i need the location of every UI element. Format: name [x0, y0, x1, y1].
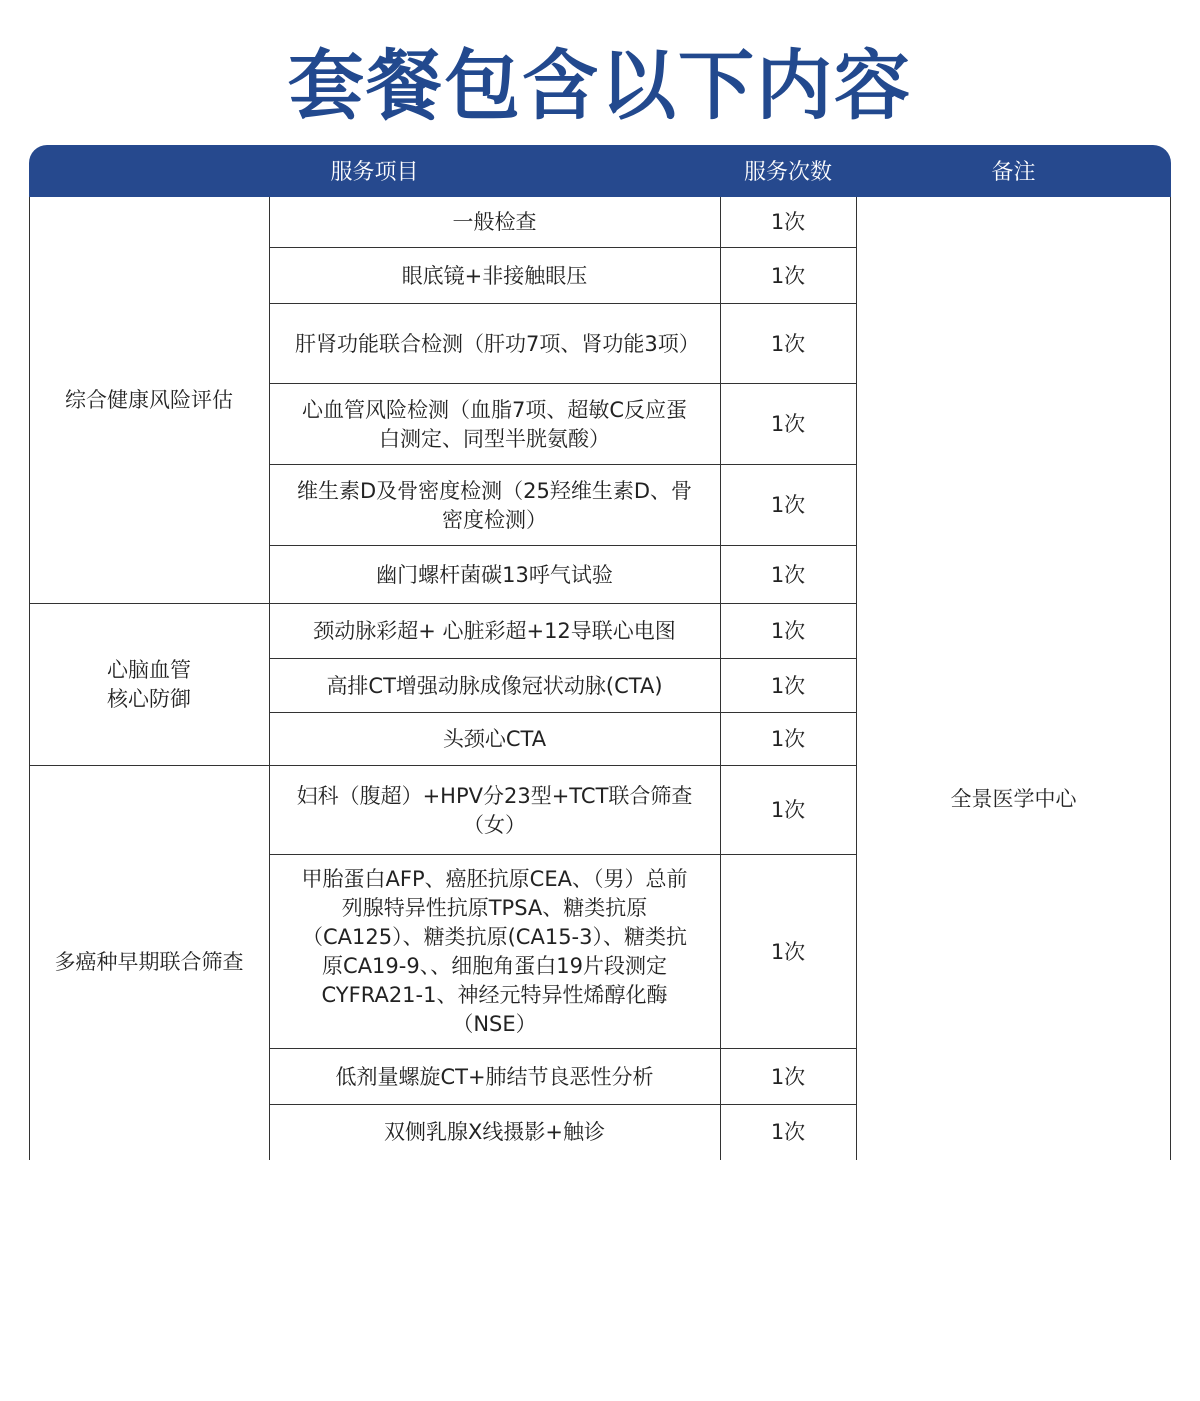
group-name: 心脑血管 核心防御 [107, 658, 191, 711]
service-item: 颈动脉彩超+ 心脏彩超+12导联心电图 [313, 619, 676, 643]
service-count: 1次 [770, 939, 806, 964]
header-service: 服务项目 [330, 160, 419, 185]
service-item: 心血管风险检测（血脂7项、超敏C反应蛋白测定、同型半胱氨酸） [301, 397, 688, 451]
group-name: 多癌种早期联合筛查 [54, 950, 244, 974]
note-cell: 全景医学中心 [950, 786, 1077, 811]
service-item: 幽门螺杆菌碳13呼气试验 [376, 562, 613, 587]
column-divider [856, 197, 857, 1160]
column-divider [720, 197, 721, 1160]
header-note: 备注 [991, 160, 1036, 185]
service-item: 维生素D及骨密度检测（25羟维生素D、骨密度检测） [296, 478, 693, 532]
service-item: 低剂量螺旋CT+肺结节良恶性分析 [335, 1064, 654, 1089]
service-count: 1次 [770, 263, 806, 288]
service-count: 1次 [770, 619, 806, 643]
service-count: 1次 [770, 331, 806, 356]
service-count: 1次 [770, 1064, 806, 1089]
service-count: 1次 [770, 562, 806, 587]
column-divider [29, 197, 30, 1160]
service-item: 头颈心CTA [442, 727, 547, 751]
service-count: 1次 [770, 798, 806, 822]
service-item: 肝肾功能联合检测（肝功7项、肾功能3项） [295, 331, 700, 356]
column-divider [269, 197, 270, 1160]
service-item: 高排CT增强动脉成像冠状动脉(CTA) [326, 673, 663, 698]
service-item: 双侧乳腺X线摄影+触诊 [384, 1119, 605, 1144]
column-divider [1170, 197, 1171, 1160]
table-header [29, 145, 1171, 197]
service-count: 1次 [770, 673, 806, 698]
package-table [29, 145, 1171, 1160]
header-count: 服务次数 [743, 160, 832, 185]
service-count: 1次 [770, 1119, 806, 1144]
service-count: 1次 [770, 493, 806, 517]
table-body [29, 197, 1171, 1160]
service-item: 眼底镜+非接触眼压 [401, 263, 588, 288]
service-count: 1次 [770, 210, 806, 234]
group-name: 综合健康风险评估 [65, 388, 233, 412]
service-item: 妇科（腹超）+HPV分23型+TCT联合筛查（女） [296, 783, 693, 837]
service-count: 1次 [770, 412, 806, 436]
service-count: 1次 [770, 727, 806, 751]
service-item: 一般检查 [452, 210, 537, 234]
page-title: 套餐包含以下内容 [288, 41, 912, 130]
service-item: 甲胎蛋白AFP、癌胚抗原CEA、（男）总前列腺特异性抗原TPSA、糖类抗原（CA125）、糖类抗原(CA15-3）、糖类抗原CA19-9、、细胞角蛋白19片段测定CYFRA21-1、神经元特异性烯醇化酶（NSE） [301, 867, 688, 1036]
